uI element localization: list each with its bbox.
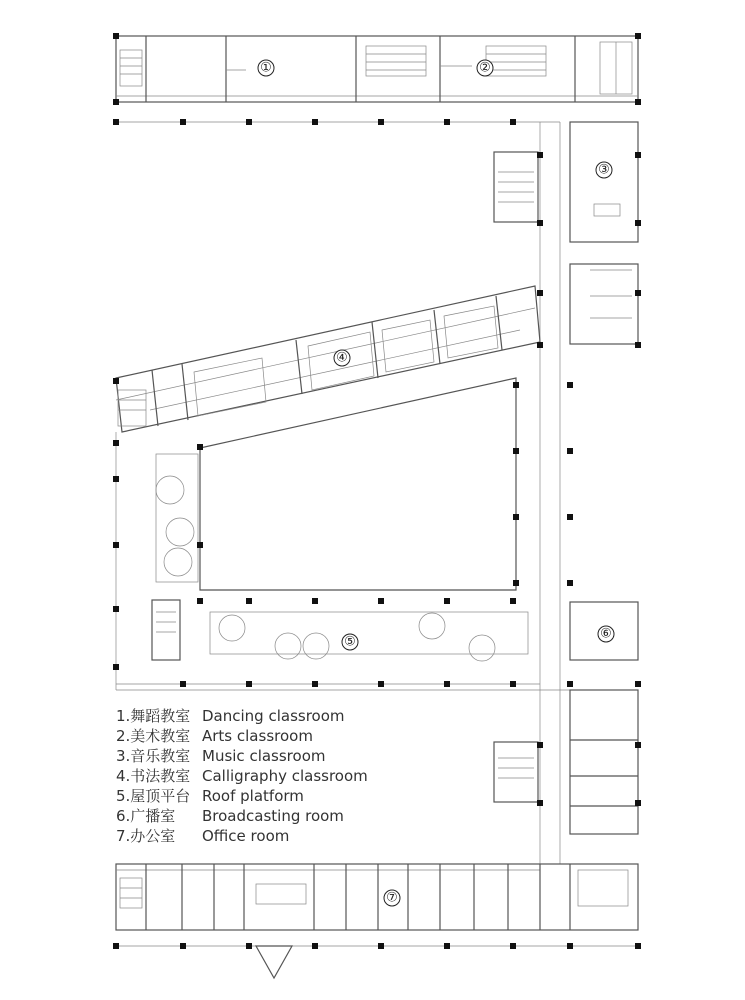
legend-row [116,826,368,846]
legend-cn: 2.美术教室 [116,727,191,745]
room-number-4: ④ [336,350,348,366]
room-number-2: ② [479,60,491,76]
diagonal-wing [116,286,540,432]
legend-en: Office room [202,827,290,845]
legend-cn: 3.音乐教室 [116,747,191,765]
legend-en: Music classroom [202,747,326,765]
legend-row [116,766,368,786]
legend-cn: 6.广播室 [116,807,176,825]
legend-row [116,746,368,766]
room-marker-6 [598,626,614,642]
room-number-5: ⑤ [344,634,356,650]
legend-cn: 1.舞蹈教室 [116,707,191,725]
room-number-6: ⑥ [600,626,612,642]
legend-cn: 5.屋顶平台 [116,787,191,805]
top-wing [116,36,638,122]
legend-en: Dancing classroom [202,707,345,725]
room-number-7: ⑦ [386,890,398,906]
legend-cn: 7.办公室 [116,827,176,845]
legend [116,706,368,846]
legend-row [116,706,368,726]
room-marker-3 [596,162,612,178]
legend-row [116,786,368,806]
room-marker-1 [258,60,274,76]
room-number-1: ① [260,60,272,76]
room-marker-2 [477,60,493,76]
bottom-wing [116,864,638,978]
legend-en: Roof platform [202,787,304,805]
legend-cn: 4.书法教室 [116,767,191,785]
room-marker-7 [384,890,400,906]
room-marker-5 [342,634,358,650]
legend-row [116,806,368,826]
legend-en: Arts classroom [202,727,313,745]
room-marker-4 [334,350,350,366]
legend-en: Broadcasting room [202,807,344,825]
lower-right [494,602,638,864]
legend-en: Calligraphy classroom [202,767,368,785]
room-number-3: ③ [598,162,610,178]
legend-row [116,726,368,746]
